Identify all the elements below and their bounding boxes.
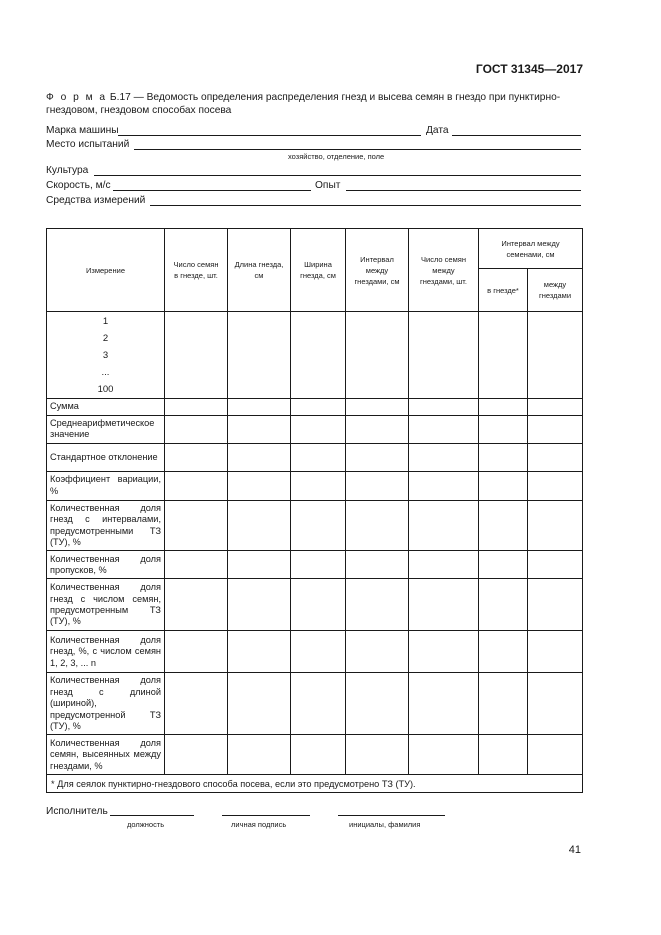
tools-line[interactable] — [150, 205, 581, 206]
table-cell[interactable] — [165, 399, 228, 416]
form-title-text: Б.17 — Ведомость определения распределения гнезд и высева семян в гнездо при пунктирно-гнездовом, гнездовом способах посева — [46, 92, 561, 116]
table-cell[interactable] — [528, 579, 583, 631]
crop-line[interactable] — [94, 175, 581, 176]
table-cell[interactable] — [528, 631, 583, 673]
table-cell[interactable] — [228, 551, 291, 579]
row-label: Количественная доля гнезд с интервалами, предусмотренными ТЗ (ТУ), % — [47, 500, 165, 551]
header-in-nest: в гнезде* — [479, 269, 528, 312]
table-cell[interactable] — [346, 443, 409, 471]
table-cell[interactable] — [528, 500, 583, 551]
trial-line[interactable] — [346, 190, 581, 191]
crop-label: Культура — [46, 165, 89, 176]
table-cell[interactable] — [528, 673, 583, 735]
table-row — [47, 500, 583, 551]
trial-label: Опыт — [315, 180, 341, 191]
table-row-measurements — [47, 312, 583, 399]
table-cell[interactable] — [528, 312, 583, 399]
measurement-item: 3 — [102, 350, 109, 361]
table-cell[interactable] — [409, 399, 479, 416]
table-cell[interactable] — [409, 471, 479, 500]
table-cell[interactable] — [165, 673, 228, 735]
measurement-table — [46, 228, 583, 793]
table-cell[interactable] — [291, 443, 346, 471]
table-row — [47, 631, 583, 673]
table-cell[interactable] — [346, 471, 409, 500]
table-cell[interactable] — [479, 579, 528, 631]
page-number: 41 — [568, 844, 581, 856]
place-label: Место испытаний — [46, 139, 130, 150]
table-cell[interactable] — [291, 416, 346, 444]
table-cell[interactable] — [346, 551, 409, 579]
table-cell[interactable] — [479, 551, 528, 579]
row-label: Количественная доля гнезд с числом семян, предусмотренным ТЗ (ТУ), % — [47, 579, 165, 631]
place-hint: хозяйство, отделение, поле — [288, 152, 385, 161]
table-cell[interactable] — [346, 579, 409, 631]
header-seeds-count: Число семян в гнезде, шт. — [165, 229, 228, 312]
table-footnote: * Для сеялок пунктирно-гнездового способа посева, если это предусмотрено ТЗ (ТУ). — [47, 775, 583, 793]
table-cell[interactable] — [165, 312, 228, 399]
table-cell[interactable] — [479, 443, 528, 471]
table-cell[interactable] — [479, 500, 528, 551]
header-seeds-between: Число семян между гнездами, шт. — [409, 229, 479, 312]
row-label: Количественная доля гнезд с длиной (шириной), предусмотренной ТЗ (ТУ), % — [47, 673, 165, 735]
table-cell[interactable] — [165, 551, 228, 579]
table-cell[interactable] — [291, 631, 346, 673]
row-label: Количественная доля гнезд, %, с числом семян 1, 2, 3, ... n — [47, 631, 165, 673]
table-cell[interactable] — [528, 471, 583, 500]
table-cell[interactable] — [228, 673, 291, 735]
table-cell[interactable] — [291, 673, 346, 735]
table-cell[interactable] — [528, 416, 583, 444]
table-cell[interactable] — [479, 735, 528, 775]
table-cell[interactable] — [228, 735, 291, 775]
table-row — [47, 673, 583, 735]
table-cell[interactable] — [165, 416, 228, 444]
table-cell[interactable] — [165, 443, 228, 471]
initials-line[interactable] — [338, 815, 445, 816]
table-cell[interactable] — [228, 312, 291, 399]
header-seed-interval: Интервал между семенами, см — [479, 229, 583, 269]
machine-line[interactable] — [118, 135, 421, 136]
table-cell[interactable] — [528, 399, 583, 416]
table-cell[interactable] — [409, 735, 479, 775]
table-cell[interactable] — [291, 500, 346, 551]
table-cell[interactable] — [228, 500, 291, 551]
table-cell[interactable] — [479, 399, 528, 416]
table-cell[interactable] — [228, 579, 291, 631]
row-label: Среднеарифметическое значение — [47, 416, 165, 444]
table-cell[interactable] — [165, 735, 228, 775]
table-cell[interactable] — [228, 416, 291, 444]
table-cell[interactable] — [409, 500, 479, 551]
table-cell[interactable] — [346, 416, 409, 444]
measurement-item: 1 — [102, 316, 109, 327]
table-cell[interactable] — [409, 443, 479, 471]
table-cell[interactable] — [346, 500, 409, 551]
table-cell[interactable] — [479, 631, 528, 673]
row-label: Количественная доля пропусков, % — [47, 551, 165, 579]
header-nest-length: Длина гнезда, см — [228, 229, 291, 312]
table-cell[interactable] — [228, 399, 291, 416]
table-cell[interactable] — [479, 416, 528, 444]
table-cell[interactable] — [528, 735, 583, 775]
table-cell[interactable] — [409, 551, 479, 579]
table-cell[interactable] — [528, 551, 583, 579]
table-row — [47, 579, 583, 631]
table-cell[interactable] — [409, 673, 479, 735]
header-between-nests: между гнездами — [528, 269, 583, 312]
place-line[interactable] — [134, 149, 581, 150]
table-cell[interactable] — [291, 579, 346, 631]
table-cell[interactable] — [291, 551, 346, 579]
row-label: Количественная доля семян, высеянных между гнездами, % — [47, 735, 165, 775]
table-row — [47, 551, 583, 579]
measurement-item: 100 — [97, 384, 114, 395]
table-cell[interactable] — [165, 631, 228, 673]
table-cell[interactable] — [479, 471, 528, 500]
initials-hint: инициалы, фамилия — [349, 820, 421, 829]
table-cell[interactable] — [346, 735, 409, 775]
table-cell[interactable] — [479, 673, 528, 735]
table-cell[interactable] — [528, 443, 583, 471]
measurement-item: 2 — [102, 333, 109, 344]
table-cell[interactable] — [228, 443, 291, 471]
personal-signature-hint: личная подпись — [231, 820, 287, 829]
position-hint: должность — [127, 820, 165, 829]
table-cell[interactable] — [479, 312, 528, 399]
table-row — [47, 416, 583, 444]
measurement-list — [47, 312, 165, 399]
position-line[interactable] — [110, 815, 194, 816]
table-cell[interactable] — [346, 631, 409, 673]
header-interval: Интервал между гнездами, см — [346, 229, 409, 312]
date-line[interactable] — [452, 135, 581, 136]
speed-line[interactable] — [113, 190, 311, 191]
executor-label: Исполнитель — [46, 806, 108, 817]
table-cell[interactable] — [291, 399, 346, 416]
machine-label: Марка машины — [46, 125, 119, 136]
header-measurement: Измерение — [47, 229, 165, 312]
table-cell[interactable] — [291, 735, 346, 775]
standard-number: ГОСТ 31345—2017 — [475, 62, 583, 76]
row-label: Сумма — [47, 399, 165, 416]
table-row — [47, 735, 583, 775]
table-cell[interactable] — [409, 579, 479, 631]
signature-line[interactable] — [222, 815, 310, 816]
form-title — [46, 91, 586, 117]
tools-label: Средства измерений — [46, 195, 146, 206]
table-row — [47, 399, 583, 416]
measurement-item: ... — [101, 367, 110, 378]
date-label: Дата — [426, 125, 449, 136]
form-prefix: Ф о р м а — [46, 92, 108, 103]
header-nest-width: Ширина гнезда, см — [291, 229, 346, 312]
table-row — [47, 443, 583, 471]
table-cell[interactable] — [165, 500, 228, 551]
table-cell[interactable] — [291, 312, 346, 399]
table-row — [47, 471, 583, 500]
table-cell[interactable] — [228, 471, 291, 500]
table-cell[interactable] — [346, 312, 409, 399]
row-label: Стандартное отклонение — [47, 443, 165, 471]
table-cell[interactable] — [165, 471, 228, 500]
table-cell[interactable] — [346, 673, 409, 735]
table-cell[interactable] — [291, 471, 346, 500]
table-cell[interactable] — [228, 631, 291, 673]
table-cell[interactable] — [409, 631, 479, 673]
table-cell[interactable] — [409, 416, 479, 444]
table-cell[interactable] — [409, 312, 479, 399]
table-cell[interactable] — [165, 579, 228, 631]
row-label: Коэффициент вариации, % — [47, 471, 165, 500]
speed-label: Скорость, м/с — [46, 180, 111, 191]
table-cell[interactable] — [346, 399, 409, 416]
